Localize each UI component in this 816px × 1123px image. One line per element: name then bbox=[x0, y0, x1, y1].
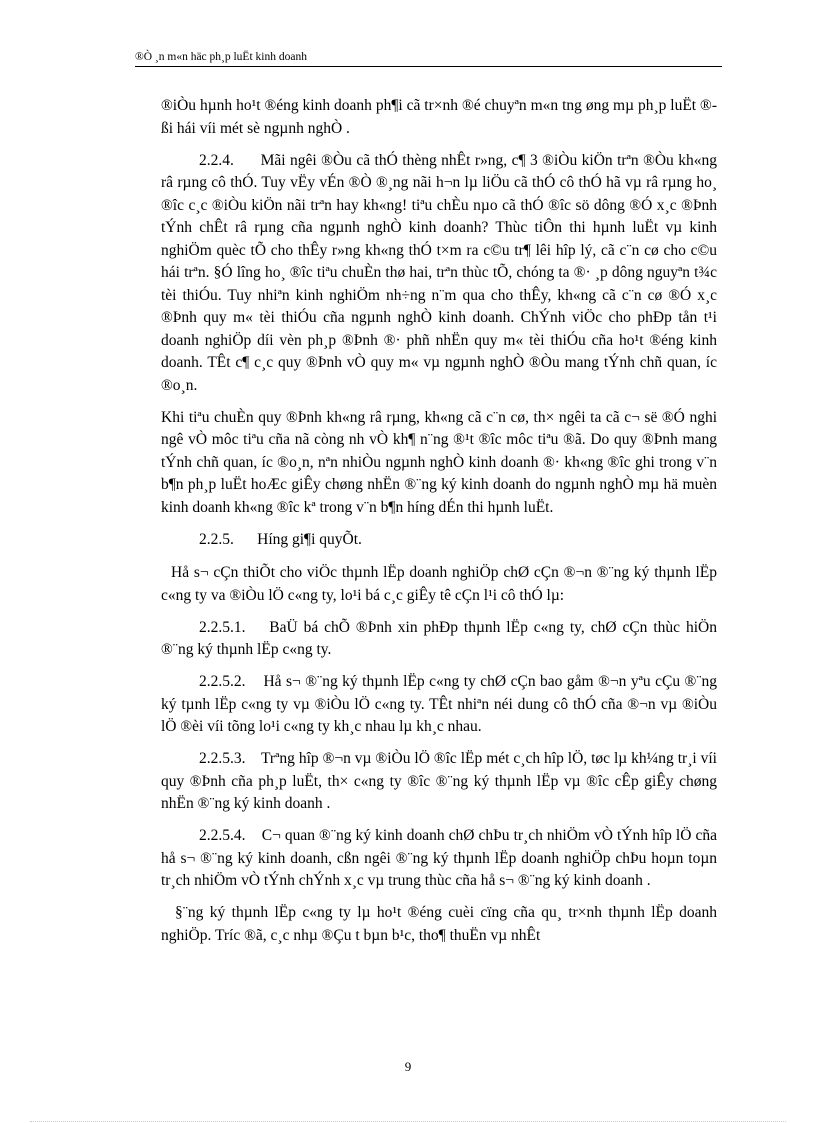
body-text bbox=[161, 95, 721, 957]
paragraph-dossier: Hå s¬ cÇn thiÕt cho viÖc thµnh lËp doanh nghiÖp chØ cÇn ®¬n ®¨ng ký thµnh lËp c«ng ty va ®iÒu lÖ c«ng ty, lo¹i bá c¸c giÊy tê cÇn l¹i cô thÓ lµ: bbox=[161, 564, 721, 604]
paragraph-registration: §¨ng ký thµnh lËp c«ng ty lµ ho¹t ®éng cuèi cïng cña qu¸ tr×nh thµnh lËp doanh nghiÖp. Tríc ®ã, c¸c nhµ ®Çu t bµn b¹c, tho¶ thuËn vµ nhÊt bbox=[161, 904, 721, 944]
paragraph-2-2-5-1: 2.2.5.1. BaÜ bá chÕ ®Þnh xin phÐp thµnh lËp c«ng ty, chØ cÇn thùc hiÖn ®¨ng ký thµnh lËp c«ng ty. bbox=[161, 618, 721, 658]
paragraph-2-2-5-3: 2.2.5.3. Trªng hîp ®¬n vµ ®iÒu lÖ ®îc lËp mét c¸ch hîp lÖ, tøc lµ kh¼ng tr¸i víi quy ®Þnh cña ph¸p luËt, th× c«ng ty ®îc ®¨ng ký thµnh lËp vµ ®îc cÊp giÊy chøng nhËn ®¨ng ký kinh doanh . bbox=[161, 750, 721, 812]
header-rule bbox=[135, 66, 722, 67]
paragraph-2-2-5-4: 2.2.5.4. C¬ quan ®¨ng ký kinh doanh chØ chÞu tr¸ch nhiÖm vÒ tÝnh hîp lÖ cña hå s¬ ®¨ng ký kinh doanh, cßn ngêi ®¨ng ký thµnh lËp doanh nghiÖp chÞu hoµn toµn tr¸ch nhiÖm vÒ tÝnh chÝnh x¸c vµ trung thùc cña hå s¬ ®¨ng ký kinh doanh . bbox=[161, 827, 721, 889]
footer-dotted-rule bbox=[30, 1121, 786, 1122]
section-heading-2-2-5: 2.2.5. Híng gi¶i quyÕt. bbox=[199, 530, 362, 548]
running-header: ®Ò ¸n m«n häc ph¸p luËt kinh doanh bbox=[135, 51, 307, 63]
paragraph-2-2-5-2: 2.2.5.2. Hå s¬ ®¨ng ký thµnh lËp c«ng ty chØ cÇn bao gåm ®¬n yªu cÇu ®¨ng ký tµnh lËp c«ng ty vµ ®iÒu lÖ c«ng ty. TÊt nhiªn néi dung cô thÓ cña ®¬n vµ ®iÒu lÖ ®èi víi tõng lo¹i c«ng ty kh¸c nhau lµ kh¸c nhau. bbox=[161, 673, 721, 735]
paragraph-continuation: ®iÒu hµnh ho¹t ®éng kinh doanh ph¶i cã tr×nh ®é chuyªn m«n tng øng mµ ph¸p luËt ®ßi hái víi mét sè ngµnh nghÒ . bbox=[161, 97, 717, 137]
page-number: 9 bbox=[404, 1059, 412, 1074]
paragraph-criteria: Khi tiªu chuÈn quy ®Þnh kh«ng râ rµng, kh«ng cã c¨n cø, th× ngêi ta cã c¬ së ®Ó nghi ngê vÒ môc tiªu cña nã còng nh vÒ kh¶ n¨ng ®¹t ®îc môc tiªu ®ã. Do quy ®Þnh mang tÝnh chñ quan, íc ®o¸n, nªn nhiÒu ngµnh nghÒ kinh doanh ®· kh«ng ®îc ghi trong v¨n b¶n ph¸p luËt hoÆc giÊy chøng nhËn ®¨ng ký kinh doanh do ngµnh nghÒ mµ hä muèn kinh doanh kh«ng ®îc kª trong v¨n b¶n híng dÉn thi hµnh luËt. bbox=[161, 408, 721, 516]
paragraph-2-2-4: 2.2.4. Mãi ngêi ®Òu cã thÓ thèng nhÊt r»ng, c¶ 3 ®iÒu kiÖn trªn ®Òu kh«ng râ rµng cô thÓ. Tuy vËy vÉn ®Ò ®¸ng nãi h¬n lµ liÖu cã thÓ cô thÓ hã vµ râ rµng ho¸ ®îc c¸c ®iÒu kiÖn nãi trªn hay kh«ng! tiªu chÈu nµo cã thÓ ®îc sö dông ®Ó x¸c ®Þnh tÝnh chÊt râ rµng cña ngµnh nghÒ kinh doanh? Thùc tiÔn thi hµnh luËt vµ kinh nghiÖm quèc tÕ cho thÊy r»ng kh«ng thÓ t×m ra c©u tr¶ lêi hîp lý, cã c¨n cø cho c©u hái trªn. §Ó lîng ho¸ ®îc tiªu chuÈn thø hai, trªn thùc tÕ, chóng ta ®· ¸p dông nguyªn t¾c tèi thiÓu. Tuy nhiªn kinh nghiÖm nh÷ng n¨m qua cho thÊy, kh«ng cã c¨n cø ®Ó x¸c ®Þnh quy m« tèi thiÓu cña ngµnh nghÒ kinh doanh. ChÝnh viÖc cho phÐp tån t¹i doanh nghiÖp díi vèn ph¸p ®Þnh ®· phñ nhËn quy m« tèi thiÓu cña ho¹t ®éng kinh doanh. TÊt c¶ c¸c quy ®Þnh vÒ quy m« vµ ngµnh nghÒ ®Òu mang tÝnh chñ quan, íc ®o¸n. bbox=[161, 151, 721, 394]
